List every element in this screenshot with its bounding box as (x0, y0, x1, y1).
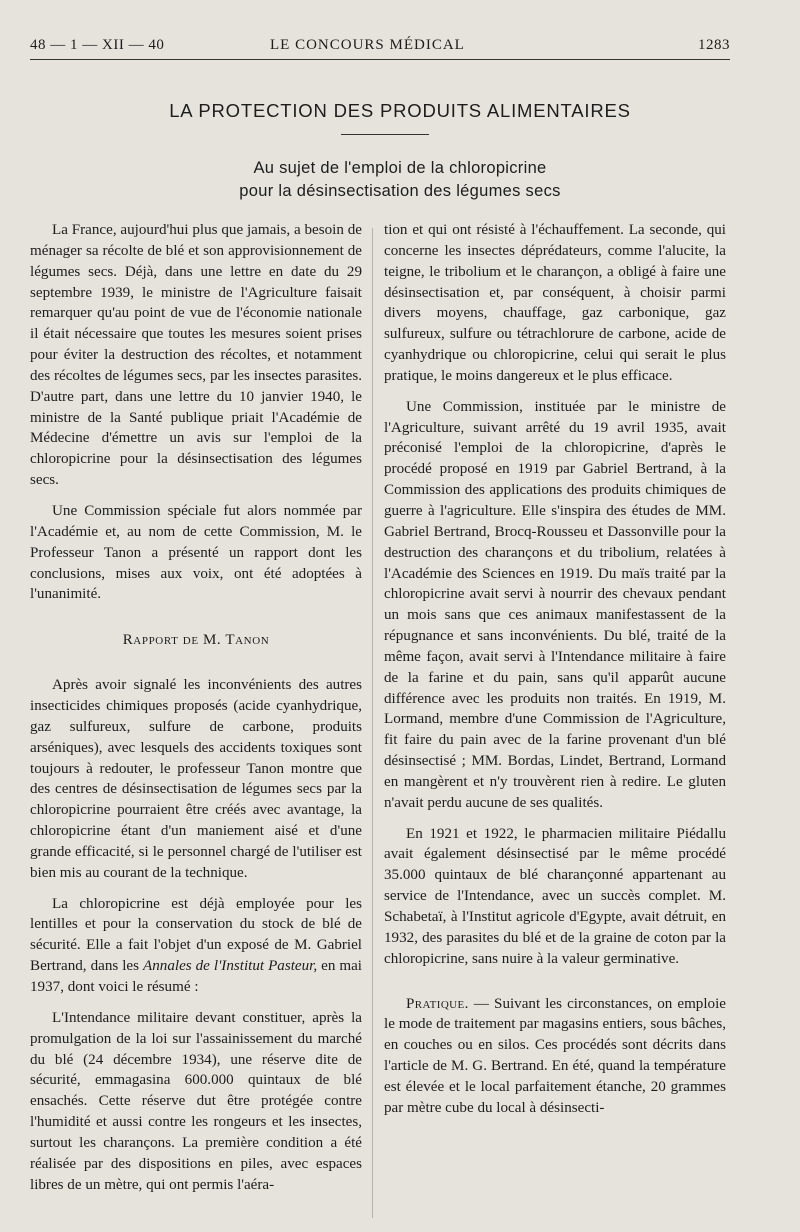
paragraph-gap (30, 651, 362, 675)
journal-citation: Annales de l'Institut Pasteur, (143, 958, 318, 975)
paragraph-gap (384, 970, 726, 994)
paragraph-gap (30, 491, 362, 501)
left-column (30, 220, 362, 1195)
section-heading: Rapport de M. Tanon (122, 632, 270, 649)
subtitle-line-2: pour la désinsectisation des légumes secs (239, 182, 561, 200)
column-divider (372, 228, 373, 1218)
paragraph-gap (30, 998, 362, 1008)
page-number: 1283 (698, 37, 730, 53)
paragraph-gap (30, 605, 362, 629)
paragraph: L'Intendance militaire devant constituer, après la promulgation de la loi sur l'assainissement du marché du blé (24 décembre 1934), une réserve dite de sécurité, emmagasina 600.000 quintaux de blé ensachés. Cette réserve dut être protégée contre l'humidité et aussi contre les rongeurs et les insectes, surtout les charançons. La première condition a été réalisée par des dispositions en piles, avec espaces libres de un mètre, qui ont permis l'aéra- (30, 1009, 362, 1193)
right-column (384, 220, 726, 1119)
paragraph-gap (384, 387, 726, 397)
paragraph: Après avoir signalé les inconvénients des autres insecticides chimiques proposés (acide cyanhydrique, gaz sulfureux, sulfure de carbone, produits arséniques), avec lesquels des accidents toxiques sont toujours à redouter, le professeur Tanon montre que des centres de désinsectisation de légumes secs par la chloropicrine pourraient être créés avec avantage, la chloropicrine étant d'un maniement aisé et d'une grande efficacité, si le personnel chargé de l'utiliser est bien mis au courant de la technique. (30, 677, 362, 881)
journal-name: LE CONCOURS MÉDICAL (270, 37, 465, 53)
text-run: en mai 1937, dont voici le résumé : (30, 958, 362, 995)
paragraph: Une Commission spéciale fut alors nommée par l'Académie et, au nom de cette Commission, M. le Professeur Tanon a présenté un rapport dont les conclusions, mises aux voix, ont été adoptées à l'unanimité. (30, 502, 362, 603)
paragraph: Une Commission, instituée par le ministre de l'Agriculture, suivant arrêté du 19 avril 1935, avait préconisé l'emploi de la chloropicrine, d'après le procédé proposé en 1919 par Gabriel Bertrand, à la Commission des applications des produits chimiques de guerre à l'agriculture. Elle s'inspira des études de MM. Gabriel Bertrand, Brocq-Rousseu et Dassonville pour la destruction des charançons et du tribolium, relatées à l'Académie des Sciences en 1919. Du maïs traité par la chloropicrine avait servi à nourrir des chevaux pendant un mois sans que ces animaux manifestassent de la répugnance et sans inconvénients. Du blé, traité de la même façon, avait servi à l'Intendance militaire à faire de la farine et du pain, sans qu'il apparût aucune différence avec les produits non traités. En 1919, M. Lormand, membre d'une Commission de l'Agriculture, fit faire du pain avec de la farine provenant d'un blé désinsectisé ; MM. Bordas, Lindet, Bertrand, Lormand en mangèrent et n'y trouvèrent rien à redire. Le gluten n'avait perdu aucune de ses qualités. (384, 398, 726, 811)
issue-date: 48 — 1 — XII — 40 (30, 37, 165, 53)
text-run: — Suivant les circonstances, on emploie le mode de traitement par magasins entiers, sous bâches, en couches ou en silos. Ces procédés sont décrits dans l'article de M. G. Bertrand. En été, quand la température est élevée et le local parfaitement étanche, 20 grammes par mètre cube du local à désinsecti- (384, 995, 726, 1116)
title-rule (341, 134, 429, 135)
paragraph: tion et qui ont résisté à l'échauffement. La seconde, qui concerne les insectes déprédateurs, comme l'alucite, la teigne, le tribolium et le charançon, a obligé à faire une désinsectisation et, par conséquent, à choisir parmi divers moyens, chauffage, gaz carbonique, gaz sulfureux, sulfure ou tétrachlorure de carbone, acide de cyanhydrique ou chloropicrine, celui qui serait le plus pratique, le moins dangereux et le plus efficace. (384, 222, 726, 384)
running-header (30, 37, 730, 60)
subtitle-line-1: Au sujet de l'emploi de la chloropicrine (253, 159, 547, 177)
section-label: Pratique. (406, 995, 469, 1012)
article-subtitle (0, 157, 800, 203)
paragraph: La France, aujourd'hui plus que jamais, a besoin de ménager sa récolte de blé et son approvisionnement de légumes secs. Déjà, dans une lettre en date du 29 septembre 1939, le ministre de l'Agriculture faisait remarquer qu'au point de vue de l'économie nationale il était nécessaire que toutes les mesures soient prises pour éviter la destruction des récoltes, et notamment des récoltes de légumes secs, par les insectes parasites. D'autre part, dans une lettre du 10 janvier 1940, le ministre de la Santé publique priait l'Académie de Médecine d'émettre un avis sur l'emploi de la chloropicrine pour la désinsectisation des légumes secs. (30, 222, 362, 489)
paragraph (384, 994, 726, 1119)
paragraph-gap (30, 884, 362, 894)
article-title: LA PROTECTION DES PRODUITS ALIMENTAIRES (169, 100, 631, 121)
text-run: La chloropicrine est déjà employée pour les lentilles et pour la conservation du stock de blé de sécurité. Elle a fait l'objet d'un exposé de M. Gabriel Bertrand, dans les (30, 895, 362, 975)
paragraph-gap (384, 814, 726, 824)
paragraph (30, 894, 362, 998)
paragraph: En 1921 et 1922, le pharmacien militaire Piédallu avait également désinsectisé par le même procédé 35.000 quintaux de blé charançonné appartenant au service de l'Intendance, avec un succès complet. M. Schabetaï, à l'Institut agricole d'Egypte, avait détruit, en 1932, des parasites du blé et de la graine de coton par la chloropicrine, sans nuire à la valeur germinative. (384, 825, 726, 967)
